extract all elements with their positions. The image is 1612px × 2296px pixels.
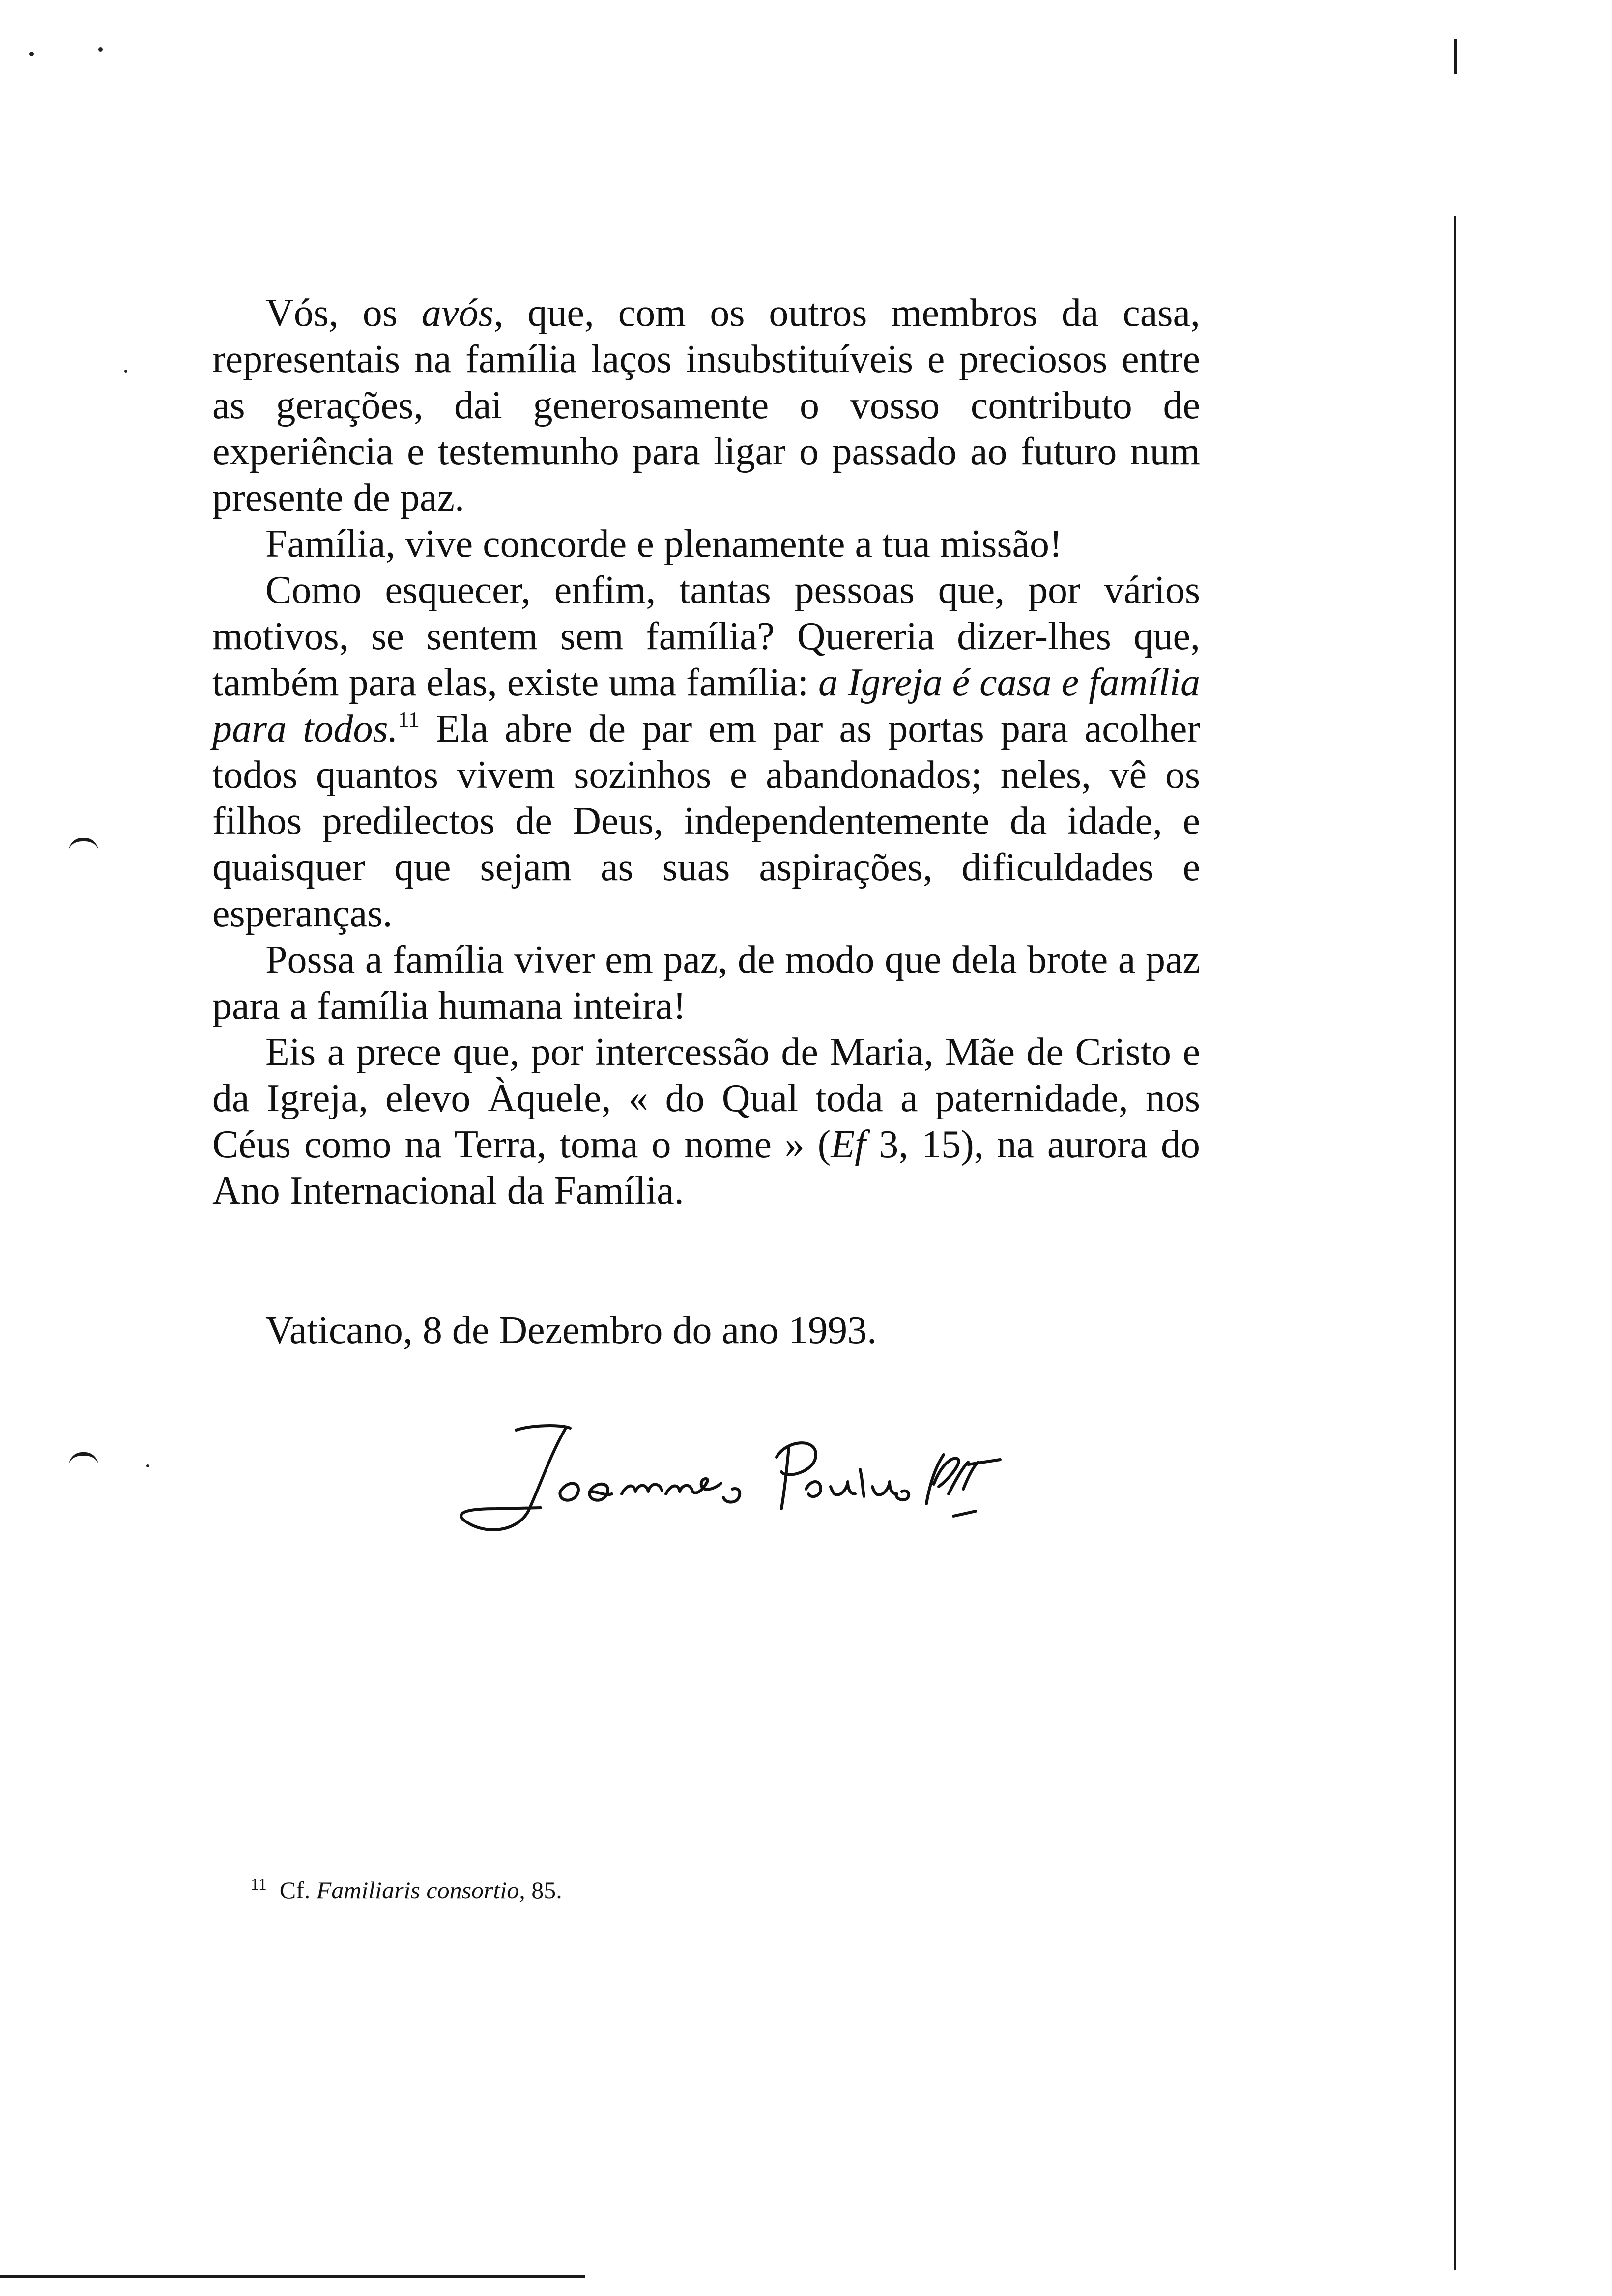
paragraph xyxy=(212,1029,1200,1214)
paragraph-text: Eis a prece que, por intercessão de Maria, Mãe de Cristo e da Igreja, elevo Àquele, « do Qual toda a paternidade, nos Céus como na Terra, toma o nome » ( xyxy=(212,1031,1200,1166)
footnote-title: Familiaris consortio, xyxy=(316,1876,525,1904)
scan-speck xyxy=(146,1464,149,1467)
scan-speck xyxy=(124,370,127,373)
paragraph-text: Possa a família viver em paz, de modo que dela brote a paz para a família humana inteira! xyxy=(212,938,1200,1028)
scan-edge-line xyxy=(1454,216,1456,2270)
footnote-reference: 11 xyxy=(398,707,420,732)
paragraph xyxy=(212,521,1200,567)
paragraph-text: , que, com os outros membros da casa, representais na família laços insubstituíveis e preciosos entre as gerações, dai generosamente o vosso contributo de experiência e testemunho para ligar o passado ao futuro num presente de paz. xyxy=(212,291,1200,519)
signature xyxy=(442,1410,1008,1543)
scan-speck xyxy=(29,52,34,56)
paragraph-text: Como esquecer, enfim, tantas pessoas que, por vários motivos, se sentem sem família? Quereria dizer-lhes que, também para elas, existe uma família: xyxy=(212,569,1200,704)
paragraph-text: Família, vive concorde e plenamente a tua missão! xyxy=(265,522,1063,566)
italic-text: a Igreja é casa e família para todos. xyxy=(212,661,1200,750)
dateline: Vaticano, 8 de Dezembro do ano 1993. xyxy=(265,1309,877,1352)
scan-speck xyxy=(98,47,103,52)
scan-edge-mark xyxy=(1454,39,1457,74)
punch-mark xyxy=(69,838,98,851)
paragraph-text: Ela abre de par em par as portas para acolher todos quantos vivem sozinhos e abandonados; neles, vê os filhos predilectos de Deus, independentemente da idade, e quaisquer que sejam as suas aspirações, dificuldades e esperanças. xyxy=(212,707,1200,935)
paragraph xyxy=(212,567,1200,937)
paragraph-text: 3, 15), na aurora do Ano Internacional da Família. xyxy=(212,1123,1200,1212)
footnote-suffix: 85. xyxy=(525,1876,562,1904)
letter-body xyxy=(212,290,1200,1214)
paragraph xyxy=(212,937,1200,1029)
footnote xyxy=(251,1870,562,1905)
italic-text: Ef xyxy=(831,1123,866,1166)
italic-text: avós xyxy=(421,291,494,335)
punch-mark xyxy=(69,1452,98,1465)
footnote-marker: 11 xyxy=(251,1875,267,1894)
footnote-prefix: Cf. xyxy=(279,1876,317,1904)
scan-bottom-line xyxy=(0,2275,585,2278)
paragraph-text: Vós, os xyxy=(265,291,422,335)
paragraph xyxy=(212,290,1200,521)
